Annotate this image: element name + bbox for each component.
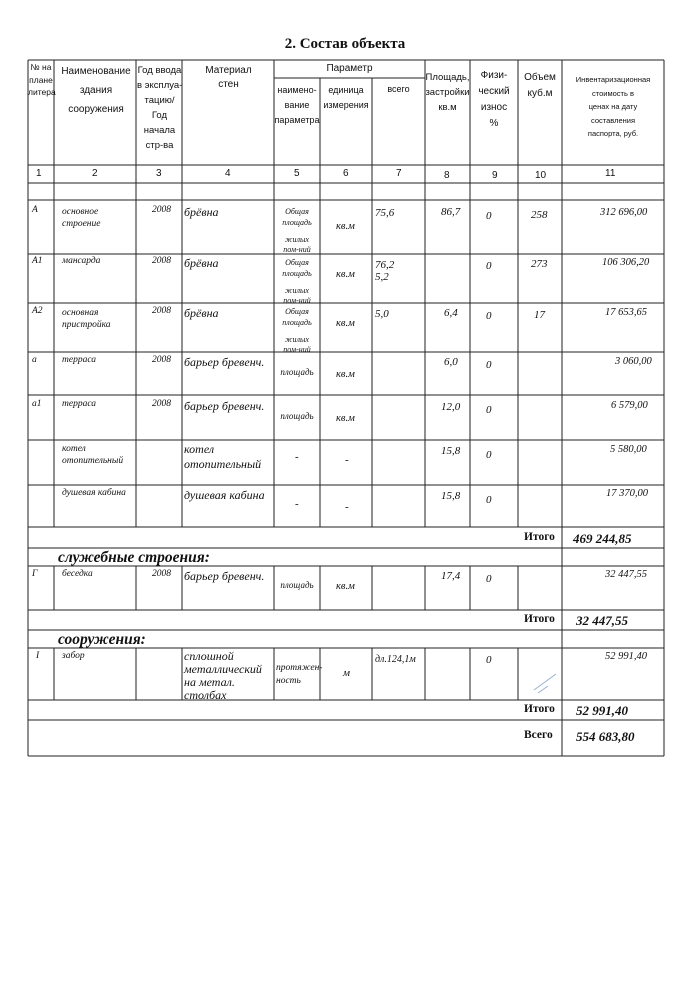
row-wear: 0 [486, 449, 492, 461]
row-name: основное строение [62, 207, 101, 229]
row-cost: 6 579,00 [611, 400, 648, 411]
row-area: 12,0 [441, 401, 461, 413]
subtotal-label: Итого [524, 531, 555, 543]
row-wear: 0 [486, 359, 492, 371]
row-unit: кв.м [336, 269, 355, 280]
row-lit: Г [32, 569, 38, 579]
row-year: 2008 [152, 399, 171, 409]
row-area: 86,7 [441, 206, 461, 218]
row-material: барьер бревенч. [184, 355, 265, 369]
column-number: 11 [605, 168, 616, 179]
row-name: основная пристройка [62, 308, 111, 330]
row-cost: 17 370,00 [606, 488, 648, 499]
page-title: 2. Состав объекта [284, 36, 406, 52]
row-wear: 0 [486, 260, 492, 272]
column-number: 9 [492, 170, 498, 181]
row-year: 2008 [152, 306, 171, 316]
row-param-name: - [295, 451, 299, 463]
subtotal-label: Итого [524, 703, 555, 715]
header-name: Наименование здания сооружения [61, 66, 131, 115]
row-cost: 32 447,55 [605, 569, 647, 580]
row-total: 75,6 [375, 207, 395, 219]
row-wear: 0 [486, 310, 492, 322]
row-unit: кв.м [336, 221, 355, 232]
row-lit: А1 [32, 256, 43, 266]
row-name: терраса [62, 399, 97, 409]
row-name: душевая кабина [62, 488, 126, 498]
subtotal-value: 469 244,85 [573, 531, 632, 546]
row-volume: 258 [531, 209, 548, 221]
row-cost: 5 580,00 [610, 444, 647, 455]
header-unit: единица измерения [323, 85, 369, 110]
column-number: 7 [396, 168, 402, 179]
row-total: дл.124,1м [375, 654, 416, 665]
row-name: котел отопительный [62, 444, 124, 466]
row-area: 6,4 [444, 307, 458, 319]
row-param-name: протяжен- ность [276, 663, 323, 686]
row-year: 2008 [152, 256, 171, 266]
row-cost: 52 991,40 [605, 651, 647, 662]
column-number: 2 [92, 168, 98, 179]
row-unit: кв.м [336, 369, 355, 380]
column-number: 10 [535, 170, 547, 181]
row-cost: 3 060,00 [615, 356, 652, 367]
row-year: 2008 [152, 569, 171, 579]
grand-total-label: Всего [524, 729, 553, 741]
row-material: брёвна [184, 306, 219, 320]
row-area: 15,8 [441, 445, 461, 457]
row-unit: - [345, 454, 349, 466]
row-name: забор [62, 651, 85, 661]
row-wear: 0 [486, 494, 492, 506]
row-param-name: площадь [280, 580, 314, 590]
column-number: 3 [156, 168, 162, 179]
row-unit: кв.м [336, 413, 355, 424]
header-lit: № на плане литера [28, 62, 56, 97]
row-material: сплошной металлический на метал. столбах [184, 649, 262, 702]
row-unit: м [343, 667, 351, 679]
row-area: 15,8 [441, 490, 461, 502]
header-volume: Объем куб.м [524, 72, 556, 99]
section-title: служебные строения: [58, 549, 210, 566]
row-param-name: Общая площадь жилых пом-ний [282, 307, 312, 354]
row-lit: а [32, 355, 37, 365]
row-unit: кв.м [336, 581, 355, 592]
row-area: 17,4 [441, 570, 461, 582]
row-volume: 273 [531, 258, 548, 270]
row-lit: I [36, 651, 40, 661]
row-wear: 0 [486, 654, 492, 666]
row-total: 76,2 5,2 [375, 259, 395, 283]
subtotal-label: Итого [524, 613, 555, 625]
row-param-name: площадь [280, 411, 314, 421]
header-wear: Физи- ческий износ % [478, 70, 510, 129]
header-year: Год ввода в эксплуа- тацию/ Год начала стр-ва [137, 65, 183, 151]
row-param-name: Общая площадь жилых пом-ний [282, 258, 312, 305]
row-cost: 17 653,65 [605, 307, 647, 318]
row-wear: 0 [486, 210, 492, 222]
row-lit: А2 [32, 306, 43, 316]
column-number: 6 [343, 168, 349, 179]
row-param-name: площадь [280, 367, 314, 377]
column-number: 8 [444, 170, 450, 181]
header-cost: Инвентаризационная стоимость в ценах на дату составления паспорта, руб. [575, 75, 651, 138]
row-param-name: Общая площадь жилых пом-ний [282, 207, 312, 254]
row-material: брёвна [184, 205, 219, 219]
header-param: Параметр [326, 63, 373, 74]
row-name: терраса [62, 355, 97, 365]
header-material: Материал стен [205, 65, 252, 90]
section-title: сооружения: [58, 631, 146, 648]
row-material: брёвна [184, 256, 219, 270]
header-total: всего [387, 84, 410, 94]
row-wear: 0 [486, 404, 492, 416]
subtotal-value: 32 447,55 [576, 613, 628, 628]
grand-total-value: 554 683,80 [576, 729, 635, 744]
row-cost: 312 696,00 [600, 207, 648, 218]
column-number: 1 [36, 168, 42, 179]
subtotal-value: 52 991,40 [576, 703, 628, 718]
row-material: барьер бревенч. [184, 569, 265, 583]
row-lit: а1 [32, 399, 42, 409]
row-param-name: - [295, 498, 299, 510]
row-material: котел отопительный [184, 442, 262, 471]
row-material: барьер бревенч. [184, 399, 265, 413]
column-number: 5 [294, 168, 300, 179]
row-volume: 17 [534, 309, 545, 321]
row-unit: кв.м [336, 318, 355, 329]
header-area: Площадь, застройки кв.м [425, 72, 470, 113]
row-total: 5,0 [375, 308, 389, 320]
row-unit: - [345, 501, 349, 513]
row-year: 2008 [152, 205, 171, 215]
row-name: мансарда [62, 256, 101, 266]
row-cost: 106 306,20 [602, 257, 650, 268]
row-area: 6,0 [444, 356, 458, 368]
column-number: 4 [225, 168, 231, 179]
header-param-name: наимено- вание параметра [274, 85, 320, 125]
row-wear: 0 [486, 573, 492, 585]
row-material: душевая кабина [184, 488, 265, 502]
row-year: 2008 [152, 355, 171, 365]
row-name: беседка [62, 569, 93, 579]
row-lit: А [32, 205, 38, 215]
